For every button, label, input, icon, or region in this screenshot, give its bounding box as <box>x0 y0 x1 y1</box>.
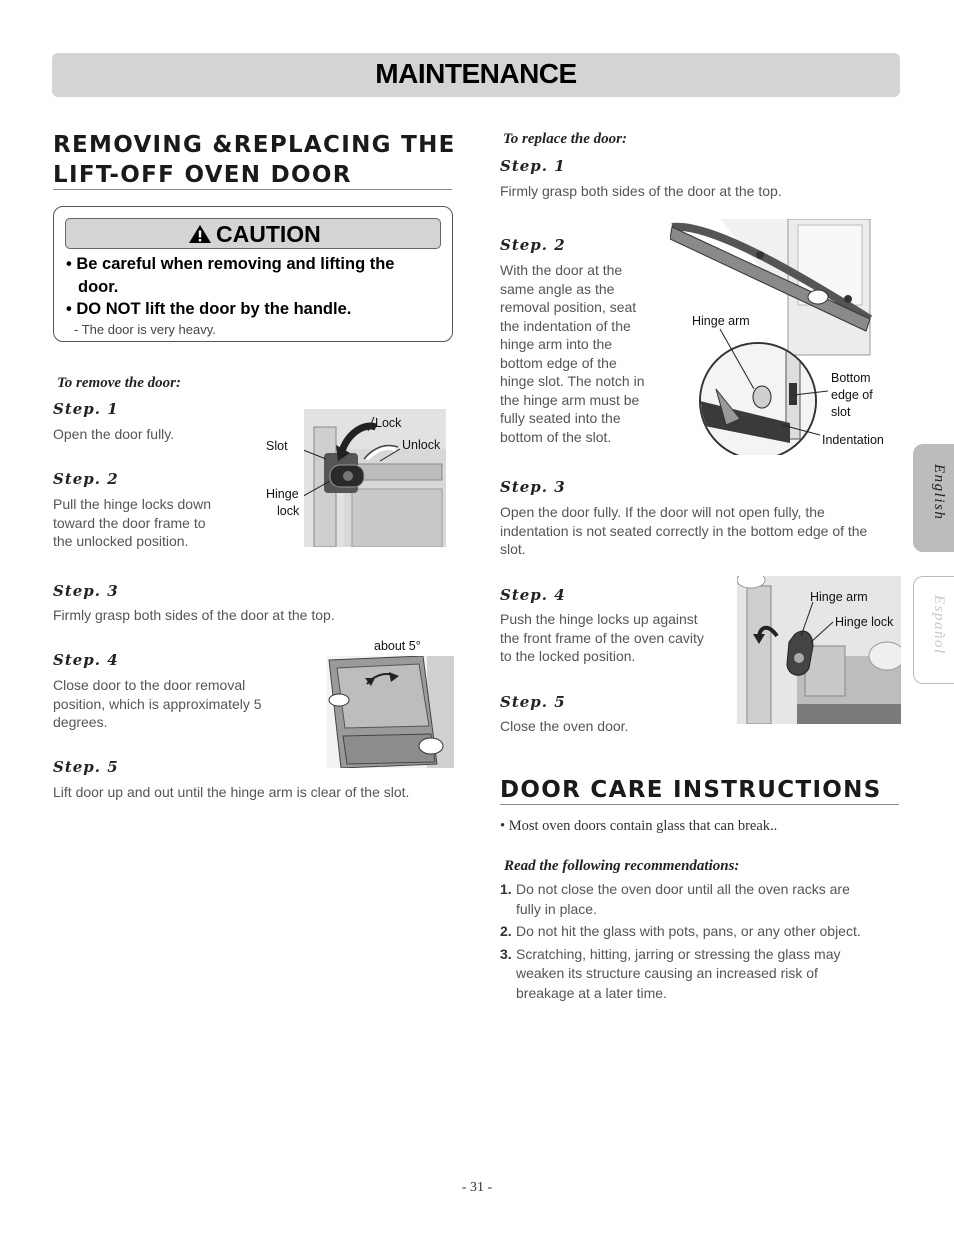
remove-step2-title: Step. 2 <box>53 470 119 488</box>
caution-box <box>53 206 453 342</box>
list-item-line: Do not hit the glass with pots, pans, or any other object. <box>516 923 861 939</box>
replace-step2-line: fully seated into the <box>500 410 621 426</box>
list-number: 2. <box>500 923 512 939</box>
fig1-label-lock: Lock <box>375 416 402 430</box>
replace-step2-line: the indentation of the <box>500 317 631 334</box>
fig4-label-hinge-lock: Hinge lock <box>835 615 894 629</box>
tab-english[interactable] <box>913 444 954 552</box>
list-item <box>500 880 900 919</box>
caution-note: - The door is very heavy. <box>74 322 216 337</box>
section-title-line2: LIFT-OFF OVEN DOOR <box>53 162 352 188</box>
door-angle-illustration <box>327 656 454 768</box>
list-number: 3. <box>500 945 512 962</box>
replace-step5-text: Close the oven door. <box>500 718 629 734</box>
replace-step1-text: Firmly grasp both sides of the door at the top. <box>500 183 782 199</box>
list-number: 1. <box>500 881 512 897</box>
list-item <box>500 922 900 942</box>
fig3-label-hinge-arm: Hinge arm <box>692 314 750 328</box>
remove-step4-title: Step. 4 <box>53 651 119 669</box>
fig3-label-indentation: Indentation <box>822 433 884 447</box>
replace-step3-line: slot. <box>500 541 526 557</box>
fig1-label-slot: Slot <box>266 439 288 453</box>
replace-step2-line: the hinge arm must be <box>500 391 640 408</box>
section-title-removing <box>53 130 456 190</box>
remove-step2-line: Pull the hinge locks down <box>53 496 211 512</box>
caution-title: CAUTION <box>216 221 321 247</box>
remove-step5-title: Step. 5 <box>53 758 119 776</box>
tab-english-label: English <box>931 464 947 521</box>
remove-step4-text <box>53 676 262 732</box>
remove-step1-title: Step. 1 <box>53 400 119 418</box>
remove-step4-line: Close door to the door removal <box>53 677 246 693</box>
hinge-seat-illustration <box>670 219 900 455</box>
replace-step3-title: Step. 3 <box>500 478 566 496</box>
list-item <box>500 945 900 1004</box>
door-care-bullet: • Most oven doors contain glass that can break.. <box>500 818 778 834</box>
replace-step4-title: Step. 4 <box>500 586 566 604</box>
replace-step2-line: hinge slot. The notch in <box>500 373 645 389</box>
warning-icon <box>188 224 212 244</box>
replace-step3-text <box>500 503 867 559</box>
remove-step3-text: Firmly grasp both sides of the door at the top. <box>53 607 335 623</box>
caution-item-1-line2: door. <box>78 278 119 296</box>
replace-step2-text <box>500 261 645 446</box>
replace-step2-title: Step. 2 <box>500 236 566 254</box>
fig3-label-bottom: Bottom <box>831 371 871 385</box>
replace-step4-text <box>500 610 704 666</box>
replace-step4-line: the front frame of the oven cavity <box>500 629 704 646</box>
remove-step3-title: Step. 3 <box>53 582 119 600</box>
remove-step5-text: Lift door up and out until the hinge arm is clear of the slot. <box>53 784 410 800</box>
replace-step3-line: indentation is not seated correctly in the bottom edge of the <box>500 522 868 539</box>
list-item-line: Scratching, hitting, jarring or stressing the glass may <box>516 945 841 962</box>
replace-step2-line: same angle as the <box>500 280 615 297</box>
fig3-label-edge-of: edge of <box>831 388 873 402</box>
list-item-line: weaken its structure causing an increased risk of <box>516 965 818 981</box>
replace-step2-line: removal position, seat <box>500 299 637 315</box>
fig4-label-hinge-arm: Hinge arm <box>810 590 868 604</box>
caution-header <box>65 218 441 249</box>
tab-espanol[interactable] <box>913 576 954 684</box>
header-banner <box>52 53 900 97</box>
fig1-label-lock2: lock <box>277 504 300 518</box>
fig3-label-slot: slot <box>831 405 851 419</box>
replace-step5-title: Step. 5 <box>500 693 566 711</box>
remove-heading: To remove the door: <box>57 375 182 391</box>
remove-step2-line: toward the door frame to <box>53 514 206 531</box>
replace-step2-line: bottom edge of the <box>500 354 617 371</box>
caution-item-2: • DO NOT lift the door by the handle. <box>66 300 352 318</box>
door-care-title: DOOR CARE INSTRUCTIONS <box>500 777 882 803</box>
remove-step4-line: position, which is approximately 5 <box>53 695 262 712</box>
replace-heading: To replace the door: <box>503 131 628 147</box>
remove-step2-line: the unlocked position. <box>53 533 189 549</box>
remove-step2-text <box>53 495 211 551</box>
remove-step4-line: degrees. <box>53 714 108 730</box>
replace-step4-line: Push the hinge locks up against <box>500 611 698 627</box>
door-care-divider <box>500 804 899 805</box>
list-item-line: breakage at a later time. <box>516 984 667 1001</box>
tab-espanol-label: Español <box>931 595 947 655</box>
replace-step2-line: With the door at the <box>500 262 623 278</box>
fig2-label-about: about 5° <box>374 639 421 653</box>
replace-step2-line: hinge arm into the <box>500 336 613 352</box>
caution-item-1-line1: • Be careful when removing and lifting the <box>66 255 395 273</box>
section-title-line1: REMOVING &REPLACING THE <box>53 132 456 158</box>
fig1-label-hinge: Hinge <box>266 487 299 501</box>
section-divider <box>53 189 452 190</box>
remove-step1-text: Open the door fully. <box>53 426 175 442</box>
list-item-line: fully in place. <box>516 900 597 917</box>
door-care-list <box>500 880 900 1006</box>
replace-step4-line: to the locked position. <box>500 648 636 664</box>
replace-step2-line: bottom of the slot. <box>500 428 612 445</box>
replace-step3-line: Open the door fully. If the door will not open fully, the <box>500 504 825 520</box>
list-item-line: Do not close the oven door until all the oven racks are <box>516 881 850 897</box>
page-title: MAINTENANCE <box>375 58 577 89</box>
fig1-label-unlock: Unlock <box>402 438 441 452</box>
door-care-heading: Read the following recommendations: <box>504 858 740 874</box>
replace-step1-title: Step. 1 <box>500 157 566 175</box>
page-number: - 31 - <box>461 1180 493 1195</box>
